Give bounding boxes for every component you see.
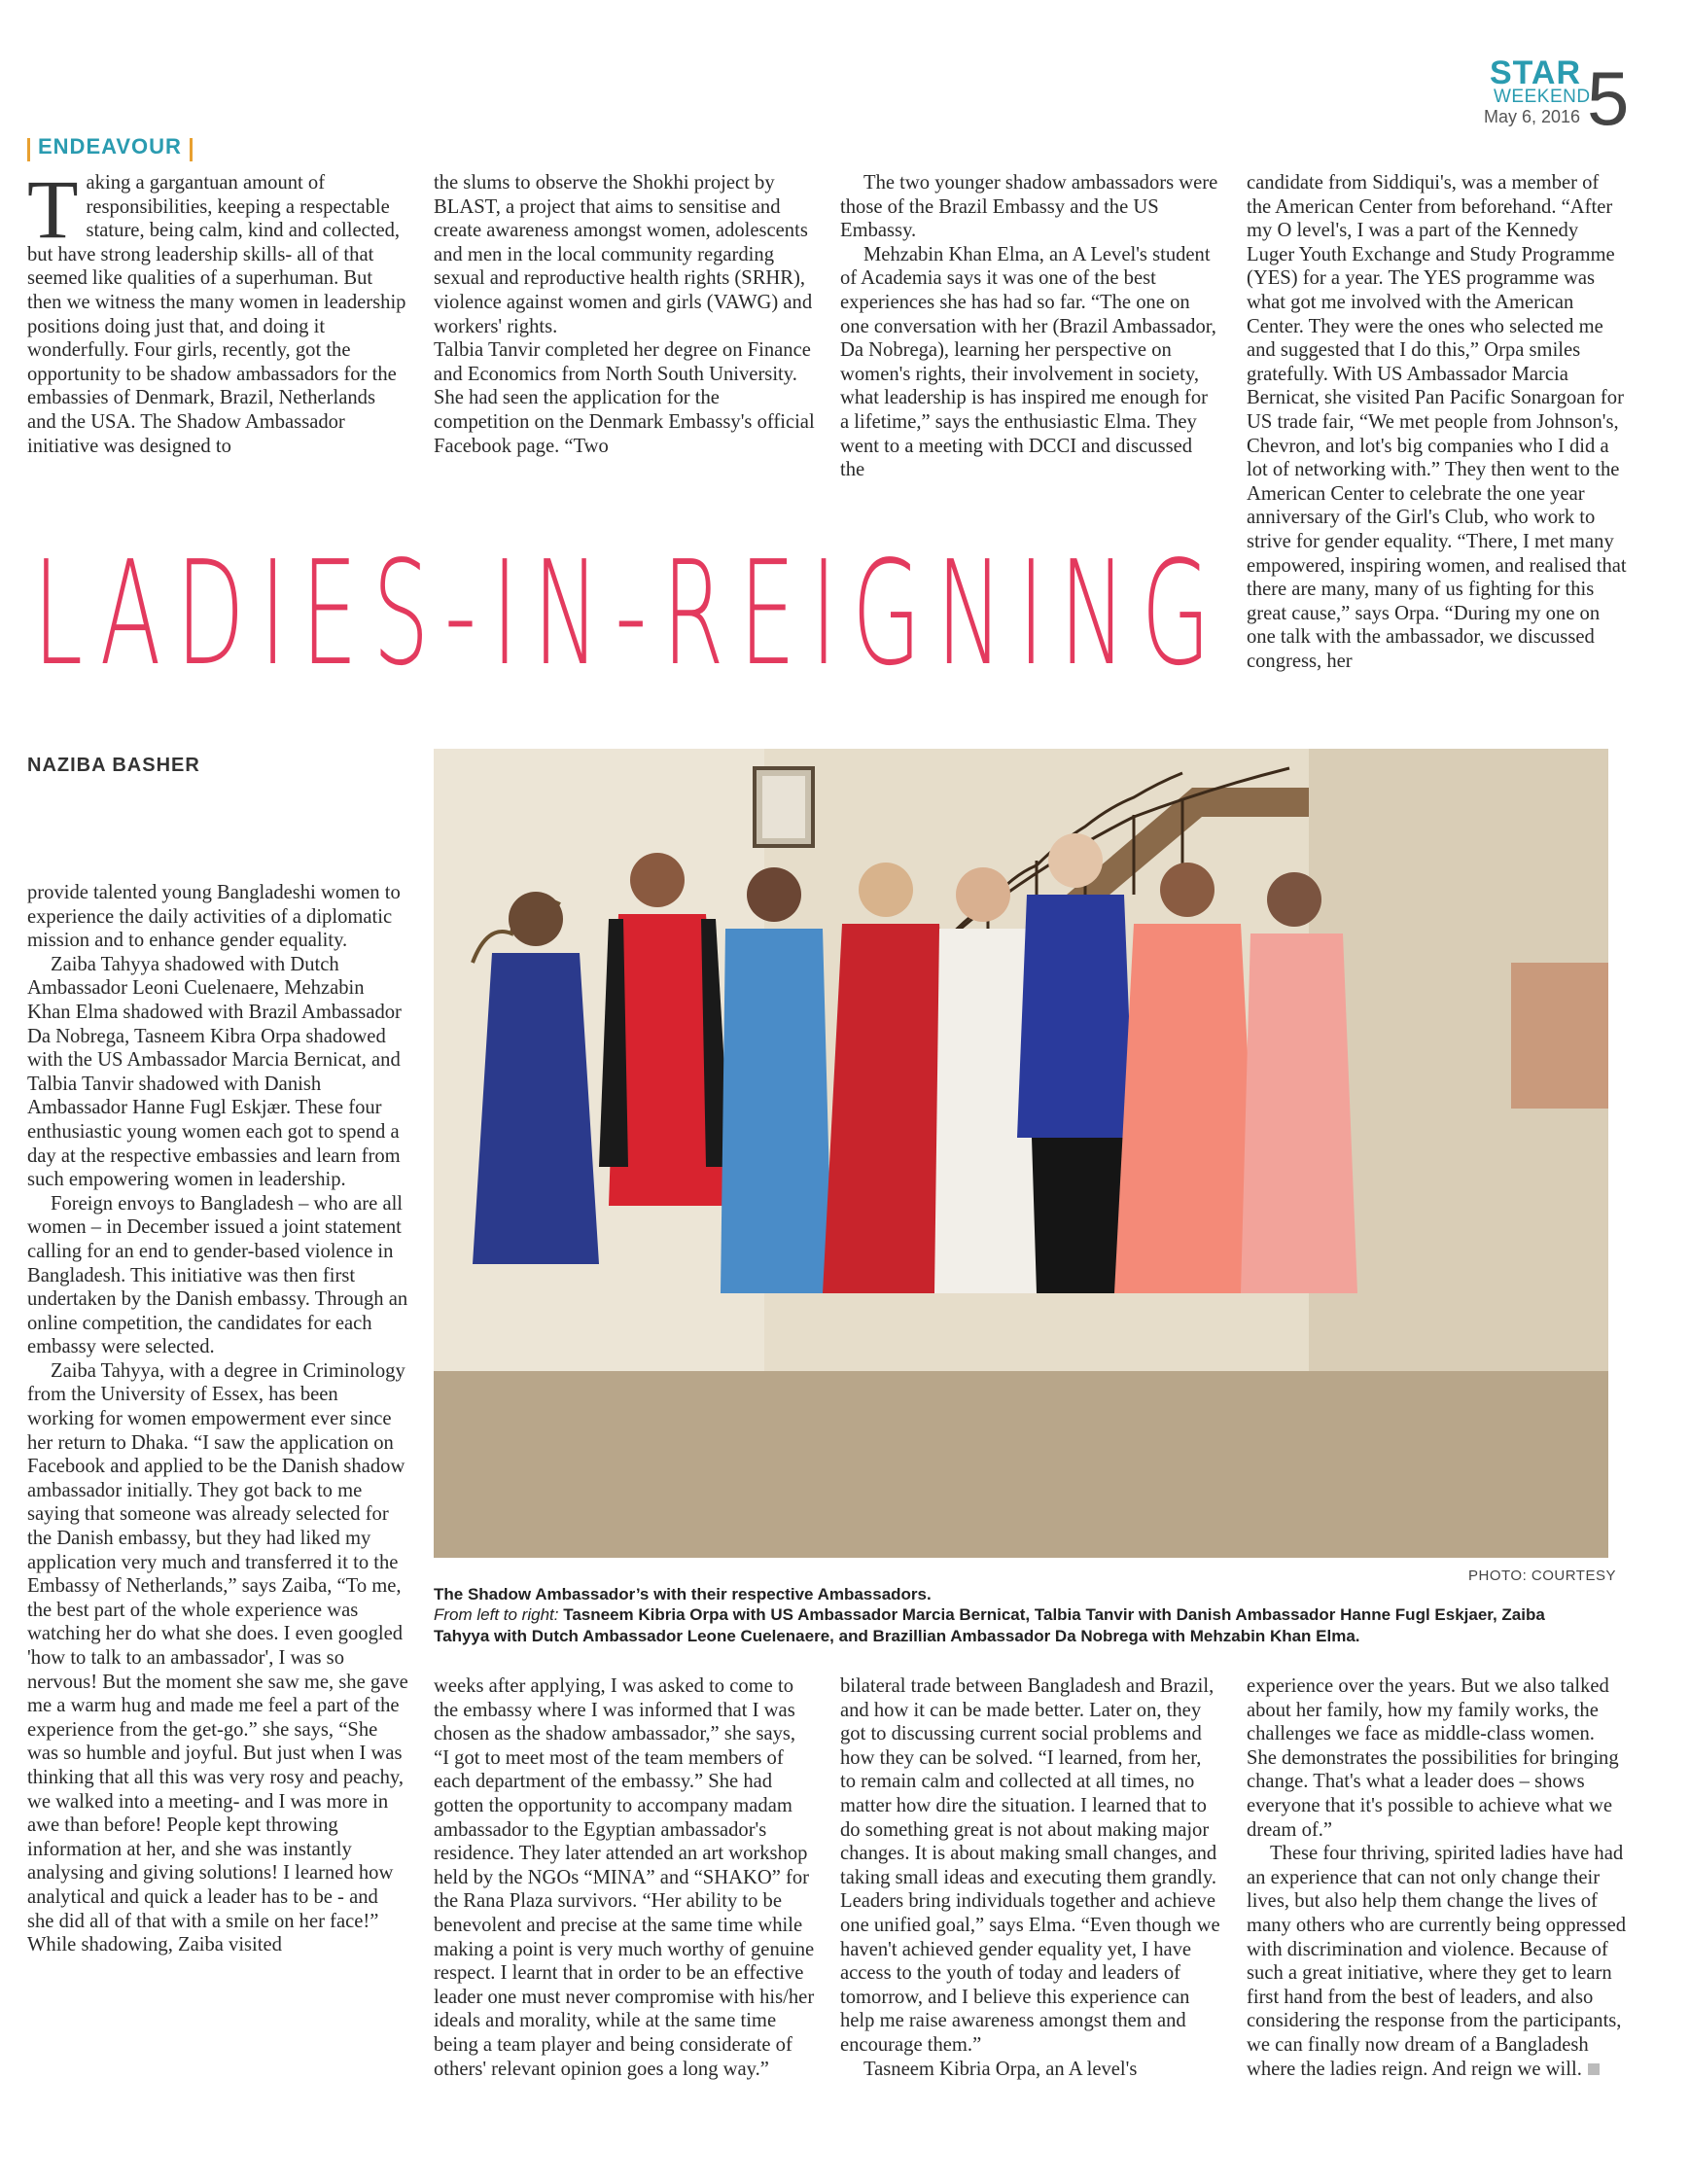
intro-paragraph: aking a gargantuan amount of responsibilities, keeping a respectable stature, being calm, kind and collected, but have strong leadership skills- all of that seemed like qualities of a superhuman. But then we witness the many women in leadership positions doing just that, and doing it wonderfully. Four girls, recently, got the opportunity to be shadow ambassadors for the embassies of Denmark, Brazil, Netherlands and the USA. The Shadow Ambassador initiative was designed to: [27, 172, 406, 457]
paragraph: Mehzabin Khan Elma, an A Level's student of Academia says it was one of the best experiences she has had so far. “The one on one conversation with her (Brazil Ambassador, Da Nobrega), learning her perspective on women's rights, their involvement in society, what leadership is has inspired me enough for a lifetime,” says the enthusiastic Elma. They went to a meeting with DCCI and discussed the: [840, 243, 1216, 481]
page-number: 5: [1587, 55, 1630, 141]
column-2-top: [434, 171, 815, 484]
paragraph: candidate from Siddiqui's, was a member of the American Center from beforehand. “After my O level's, I was a part of the Kennedy Luger Youth Exchange and Study Programme (YES) for a year. The YES programme was what got me involved with the American Center. They were the ones who selected me and suggested that I do this,” Orpa smiles gratefully. With US Ambassador Marcia Bernicat, she visited Pan Pacific Sonargoan for US trade fair, “We met people from Johnson's, Chevron, and lot's big companies who I did a lot of networking with.” They then went to the American Center to celebrate the one year anniversary of the Girl's Club, who work to strive for gender equality. “There, I met many empowered, inspiring women, and realised that there are many, many of us fighting for this great cause,” says Orpa. “During my one on one talk with the ambassador, we discussed congress, her: [1247, 172, 1627, 672]
group-photo: [434, 749, 1608, 1558]
section-bar-right: [190, 138, 193, 161]
column-4-top: [1247, 171, 1628, 706]
photo-caption: [434, 1585, 1601, 1647]
paragraph: The two younger shadow ambassadors were those of the Brazil Embassy and the US Embassy.: [840, 172, 1218, 242]
section-bar-left: [27, 138, 30, 161]
section-tag-label: ENDEAVOUR: [38, 134, 182, 159]
paragraph: [1247, 1842, 1628, 2081]
paragraph: experience over the years. But we also talked about her family, how my family works, the challenges we face as middle-class women. She demonstrates the possibilities for bringing change. That's what a leader does – shows everyone that it's possible to achieve what we dream of.”: [1247, 1675, 1619, 1841]
caption-lead: From left to right:: [434, 1605, 559, 1624]
caption-title: The Shadow Ambassador’s with their respective Ambassadors.: [434, 1585, 932, 1603]
column-1-lower: [27, 881, 408, 2145]
paragraph: Talbia Tanvir completed her degree on Finance and Economics from North South University. She had seen the application for the competition on the Denmark Embassy's official Facebook page. “Two: [434, 339, 815, 457]
masthead-weekend: WEEKEND: [1494, 87, 1591, 107]
caption-names: Tasneem Kibria Orpa with US Ambassador Marcia Bernicat, Talbia Tanvir with Danish Ambassador Hanne Fugl Eskjaer, Zaiba Tahyya with Dutch Ambassador Leone Cuelenaere, and Brazillian Ambassador Da Nobrega with Mehzabin Khan Elma.: [434, 1605, 1545, 1645]
paragraph: provide talented young Bangladeshi women to experience the daily activities of a diplomatic mission and to enhance gender equality.: [27, 882, 401, 952]
paragraph: Zaiba Tahyya, with a degree in Criminology from the University of Essex, has been working for women empowerment ever since her return to Dhaka. “I saw the application on Facebook and applied to be the Danish shadow ambassador initially. They got back to me saying that someone was already selected for the Danish embassy, but they had liked my application very much and transferred it to the Embassy of Netherlands,” says Zaiba, “To me, the best part of the whole experience was watching her do what she does. I even googled 'how to talk to an ambassador', I was so nervous! But the moment she saw me, she gave me a warm hug and made me feel a part of the experience from the get-go.” she says, “She was so humble and joyful. But just when I was thinking that all this was very rosy and peachy, we walked into a meeting- and I was more in awe than before! People kept throwing information at her, and she was instantly analysing and giving solutions! I learned how analytical and quick a leader has to be - and she did all of that with a smile on her face!” While shadowing, Zaiba visited: [27, 1359, 408, 1956]
group-photo-illustration: [434, 749, 1608, 1558]
column-4-bottom: [1247, 1674, 1628, 2161]
column-3-top: [840, 171, 1221, 484]
column-2-bottom: [434, 1674, 815, 2161]
column-3-bottom: [840, 1674, 1221, 2161]
paragraph: weeks after applying, I was asked to come to the embassy where I was informed that I was chosen as the shadow ambassador,” she says, “I got to meet most of the team members of each department of the embassy.” She had gotten the opportunity to accompany madam ambassador to the Egyptian ambassador's residence. They later attended an art workshop held by the NGOs “MINA” and “SHAKO” for the Rana Plaza survivors. “Her ability to be benevolent and precise at the same time while making a point is very much worthy of genuine respect. I learnt that in order to be an effective leader one must never compromise with his/her ideals and morality, while at the same time being a team player and being considerate of others' relevant opinion goes a long way.”: [434, 1675, 815, 2080]
closing-paragraph: These four thriving, spirited ladies have had an experience that can not only change their lives, but also help them change the lives of many others who are currently being oppressed with discrimination and violence. Because of such a great initiative, where they get to learn first hand from the best of leaders, and also considering the response from the participants, we can finally now dream of a Bangladesh where the ladies reign. And reign we will.: [1247, 1843, 1627, 2080]
masthead-star: STAR: [1490, 54, 1582, 91]
end-mark-icon: [1588, 2063, 1600, 2075]
paragraph: bilateral trade between Bangladesh and Brazil, and how it can be made better. Later on, they got to discussing current social problems and how they can be solved. “I learned, from her, to remain calm and collected at all times, no matter how dire the situation. I learned that to do something great is not about making major changes. It is about making small changes, and taking small ideas and executing them grandly. Leaders bring individuals together and achieve one unified goal,” says Elma. “Even though we haven't achieved gender equality yet, I have access to the youth of today and leaders of tomorrow, and I believe this experience can help me raise awareness amongst them and encourage them.”: [840, 1675, 1220, 2056]
paragraph: Zaiba Tahyya shadowed with Dutch Ambassador Leoni Cuelenaere, Mehzabin Khan Elma shadowed with Brazil Ambassador Da Nobrega, Tasneem Kibra Orpa shadowed with the US Ambassador Marcia Bernicat, and Talbia Tanvir shadowed with Danish Ambassador Hanne Fugl Eskjær. These four enthusiastic young women each got to spend a day at the respective embassies and learn from such empowering women in leadership.: [27, 953, 402, 1191]
paragraph: the slums to observe the Shokhi project by BLAST, a project that aims to sensitise and create awareness amongst women, adolescents and men in the local community regarding sexual and reproductive health rights (SRHR), violence against women and girls (VAWG) and workers' rights.: [434, 172, 813, 337]
byline: NAZIBA BASHER: [27, 755, 200, 776]
caption-body: [434, 1604, 1601, 1647]
drop-cap: T: [27, 171, 79, 256]
masthead: [1484, 54, 1630, 144]
section-tag: [27, 134, 193, 161]
photo-credit: PHOTO: COURTESY: [1468, 1568, 1616, 1584]
headline: LADIES-IN-REIGNING: [33, 530, 1226, 697]
masthead-date: May 6, 2016: [1484, 107, 1581, 126]
paragraph: Foreign envoys to Bangladesh – who are all women – in December issued a joint statement calling for an end to gender-based violence in Bangladesh. This initiative was then first undertaken by the Danish embassy. Through an online competition, the candidates for each embassy were selected.: [27, 1192, 408, 1358]
column-1-top: [27, 171, 408, 484]
paragraph: Tasneem Kibria Orpa, an A level's: [863, 2058, 1138, 2080]
